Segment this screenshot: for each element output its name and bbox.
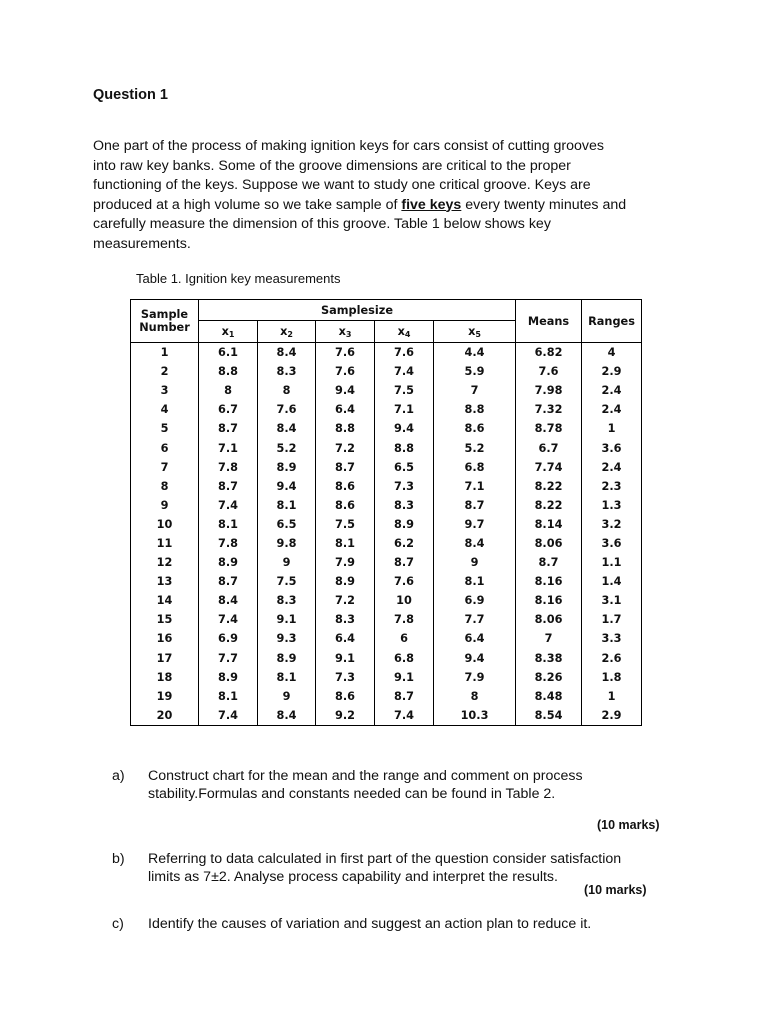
cell-x1: 8.4 — [199, 591, 258, 610]
question-line: limits as 7±2. Analyse process capability and interpret the results. — [148, 869, 558, 885]
cell-range: 2.4 — [582, 400, 642, 419]
cell-x5: 9.4 — [464, 651, 485, 665]
question-line: Referring to data calculated in first part of the question consider satisfaction — [148, 851, 622, 867]
cell-x5: 8.4 — [464, 536, 485, 550]
cell-range: 1.3 — [582, 496, 642, 515]
header-number: Number — [139, 321, 190, 334]
cell-range: 1.1 — [582, 553, 642, 572]
intro-line: into raw key banks. Some of the groove dimensions are critical to the proper — [93, 157, 571, 174]
cell-x4: 7.6 — [375, 572, 434, 591]
cell-x1: 8.8 — [199, 362, 258, 381]
cell-mean: 8.06 — [516, 610, 582, 629]
cell-x1: 8.1 — [199, 687, 258, 706]
question-line: Identify the causes of variation and suggest an action plan to reduce it. — [148, 916, 592, 932]
cell-range: 3.6 — [582, 534, 642, 553]
cell-x4: 7.3 — [375, 477, 434, 496]
cell-mean: 8.06 — [516, 534, 582, 553]
cell-sample-number: 16 — [131, 629, 199, 648]
intro-line: measurements. — [93, 235, 191, 252]
cell-mean: 8.16 — [516, 572, 582, 591]
cell-x2: 9 — [258, 553, 316, 572]
marks-label: (10 marks) — [597, 818, 660, 832]
cell-x4: 10 — [375, 591, 434, 610]
table-row — [131, 629, 642, 648]
question-line: stability.Formulas and constants needed can be found in Table 2. — [148, 786, 556, 802]
cell-x5: 8.6 — [464, 422, 485, 436]
table-caption: Table 1. Ignition key measurements — [136, 271, 341, 286]
cell-x5: 8.7 — [464, 498, 485, 512]
table-body — [131, 343, 642, 726]
table-row — [131, 610, 642, 629]
cell-x3: 7.2 — [316, 438, 375, 457]
cell-x3: 8.6 — [316, 477, 375, 496]
cell-x2: 7.6 — [258, 400, 316, 419]
header-sample: Sample — [140, 308, 189, 321]
cell-x4: 6.5 — [375, 458, 434, 477]
cell-x2: 9 — [258, 687, 316, 706]
cell-x2: 9.8 — [258, 534, 316, 553]
cell-x3: 7.2 — [316, 591, 375, 610]
cell-x4: 9.4 — [375, 419, 434, 438]
cell-mean: 8.48 — [516, 687, 582, 706]
cell-x3: 7.6 — [316, 343, 375, 363]
cell-sample-number: 17 — [131, 649, 199, 668]
cell-x5: 8 — [470, 689, 479, 703]
cell-x5: 5.9 — [464, 365, 485, 379]
cell-x2: 8.1 — [258, 496, 316, 515]
cell-x1: 7.7 — [199, 649, 258, 668]
cell-x2: 8.4 — [258, 706, 316, 726]
intro-text: produced at a high volume so we take sample of — [93, 196, 402, 213]
cell-mean: 8.7 — [516, 553, 582, 572]
table-row — [131, 687, 642, 706]
cell-x5: 7.1 — [464, 479, 485, 493]
cell-x2: 8.3 — [258, 591, 316, 610]
cell-x5: 4.4 — [464, 346, 485, 360]
cell-x3: 8.9 — [316, 572, 375, 591]
intro-line: One part of the process of making ignition keys for cars consist of cutting grooves — [93, 138, 604, 154]
table-row — [131, 534, 642, 553]
cell-x4: 8.3 — [375, 496, 434, 515]
cell-range: 3.1 — [582, 591, 642, 610]
cell-x3: 6.4 — [316, 629, 375, 648]
cell-sample-number: 14 — [131, 591, 199, 610]
cell-x2: 5.2 — [258, 438, 316, 457]
table-row — [131, 362, 642, 381]
cell-x4: 7.1 — [375, 400, 434, 419]
cell-mean: 7.74 — [516, 458, 582, 477]
cell-x2: 8.9 — [258, 458, 316, 477]
question-text — [148, 850, 688, 886]
cell-x1: 8.9 — [199, 668, 258, 687]
cell-x5: 6.4 — [464, 632, 485, 646]
cell-x1: 8.7 — [199, 477, 258, 496]
cell-range: 2.9 — [582, 362, 642, 381]
cell-range: 3.2 — [582, 515, 642, 534]
cell-x5: 8.1 — [464, 575, 485, 589]
cell-sample-number: 18 — [131, 668, 199, 687]
table-row — [131, 591, 642, 610]
measurements-table — [130, 299, 642, 726]
cell-x3: 8.8 — [316, 419, 375, 438]
table-row — [131, 400, 642, 419]
table-row — [131, 343, 642, 363]
header-means: Means — [516, 300, 582, 343]
header-sample-number — [131, 300, 199, 343]
cell-mean: 7.32 — [516, 400, 582, 419]
cell-x4: 6.2 — [375, 534, 434, 553]
cell-x3: 7.3 — [316, 668, 375, 687]
cell-x4: 8.9 — [375, 515, 434, 534]
question-text — [148, 767, 688, 803]
cell-x2: 8.3 — [258, 362, 316, 381]
table-row — [131, 553, 642, 572]
cell-mean: 6.82 — [516, 343, 582, 363]
cell-x5: 7.9 — [464, 670, 485, 684]
header-x4: $x_4$ — [375, 321, 434, 343]
cell-x2: 8.4 — [258, 343, 316, 363]
header-samplesize: Samplesize — [199, 300, 516, 321]
cell-range: 3.6 — [582, 438, 642, 457]
cell-x2: 6.5 — [258, 515, 316, 534]
cell-mean: 8.54 — [516, 706, 582, 726]
cell-sample-number: 9 — [131, 496, 199, 515]
cell-mean: 8.22 — [516, 496, 582, 515]
cell-range: 2.6 — [582, 649, 642, 668]
intro-line: carefully measure the dimension of this groove. Table 1 below shows key — [93, 216, 551, 232]
cell-x1: 8.9 — [199, 553, 258, 572]
cell-x5: 7.7 — [464, 613, 485, 627]
cell-x2: 9.3 — [258, 629, 316, 648]
cell-x5: 6.9 — [464, 594, 485, 608]
cell-range: 2.4 — [582, 458, 642, 477]
cell-x4: 6 — [375, 629, 434, 648]
header-ranges: Ranges — [582, 300, 642, 343]
table-row — [131, 706, 642, 726]
cell-x5: 5.2 — [464, 441, 485, 455]
cell-sample-number: 13 — [131, 572, 199, 591]
cell-x1: 8.1 — [199, 515, 258, 534]
cell-x1: 6.7 — [199, 400, 258, 419]
cell-x1: 6.9 — [199, 629, 258, 648]
cell-x4: 6.8 — [375, 649, 434, 668]
cell-range: 2.9 — [582, 706, 642, 726]
cell-x2: 8.1 — [258, 668, 316, 687]
cell-x5: 6.8 — [464, 460, 485, 474]
table-row — [131, 515, 642, 534]
table-row — [131, 668, 642, 687]
cell-x4: 7.5 — [375, 381, 434, 400]
cell-mean: 7 — [516, 629, 582, 648]
cell-x3: 8.6 — [316, 687, 375, 706]
cell-x3: 7.9 — [316, 553, 375, 572]
cell-x2: 8.4 — [258, 419, 316, 438]
cell-x2: 8 — [258, 381, 316, 400]
cell-range: 1 — [582, 419, 642, 438]
cell-x3: 9.4 — [316, 381, 375, 400]
cell-x5: 9 — [470, 556, 479, 570]
cell-x3: 8.6 — [316, 496, 375, 515]
cell-range: 4 — [582, 343, 642, 363]
cell-range: 1.7 — [582, 610, 642, 629]
cell-x1: 6.1 — [199, 343, 258, 363]
cell-x4: 9.1 — [375, 668, 434, 687]
cell-x5: 7 — [470, 384, 479, 398]
table-row — [131, 572, 642, 591]
cell-x3: 7.5 — [316, 515, 375, 534]
cell-x1: 7.4 — [199, 706, 258, 726]
cell-sample-number: 6 — [131, 438, 199, 457]
cell-mean: 6.7 — [516, 438, 582, 457]
cell-x4: 8.8 — [375, 438, 434, 457]
cell-sample-number: 20 — [131, 706, 199, 726]
cell-x2: 7.5 — [258, 572, 316, 591]
cell-x3: 8.7 — [316, 458, 375, 477]
header-x5: $x_5$ — [434, 321, 516, 343]
cell-mean: 8.14 — [516, 515, 582, 534]
cell-range: 2.4 — [582, 381, 642, 400]
cell-sample-number: 11 — [131, 534, 199, 553]
cell-sample-number: 4 — [131, 400, 199, 419]
table-row — [131, 438, 642, 457]
question-letter: b) — [112, 851, 125, 867]
cell-range: 1.8 — [582, 668, 642, 687]
cell-sample-number: 10 — [131, 515, 199, 534]
cell-x3: 6.4 — [316, 400, 375, 419]
cell-mean: 8.16 — [516, 591, 582, 610]
marks-label: (10 marks) — [584, 883, 647, 897]
question-b — [0, 850, 768, 890]
intro-paragraph — [93, 137, 693, 254]
cell-x2: 9.1 — [258, 610, 316, 629]
cell-x1: 8 — [199, 381, 258, 400]
question-line: Construct chart for the mean and the range and comment on process — [148, 768, 583, 784]
question-letter: c) — [112, 916, 124, 932]
table-row — [131, 649, 642, 668]
cell-sample-number: 12 — [131, 553, 199, 572]
cell-x1: 7.8 — [199, 534, 258, 553]
cell-x1: 7.8 — [199, 458, 258, 477]
cell-range: 3.3 — [582, 629, 642, 648]
question-a — [0, 767, 768, 807]
table-row — [131, 477, 642, 496]
cell-sample-number: 15 — [131, 610, 199, 629]
cell-x1: 8.7 — [199, 572, 258, 591]
cell-x3: 7.6 — [316, 362, 375, 381]
header-x3: $x_3$ — [316, 321, 375, 343]
cell-x4: 7.6 — [375, 343, 434, 363]
cell-x1: 7.1 — [199, 438, 258, 457]
table-row — [131, 496, 642, 515]
cell-mean: 8.78 — [516, 419, 582, 438]
cell-mean: 7.6 — [516, 362, 582, 381]
cell-x2: 9.4 — [258, 477, 316, 496]
cell-x4: 8.7 — [375, 553, 434, 572]
cell-x2: 8.9 — [258, 649, 316, 668]
cell-x4: 8.7 — [375, 687, 434, 706]
cell-sample-number: 3 — [131, 381, 199, 400]
cell-range: 2.3 — [582, 477, 642, 496]
intro-line: functioning of the keys. Suppose we want to study one critical groove. Keys are — [93, 177, 591, 193]
cell-sample-number: 8 — [131, 477, 199, 496]
cell-sample-number: 1 — [131, 343, 199, 363]
emphasis-five-keys: five keys — [401, 196, 462, 213]
cell-mean: 8.38 — [516, 649, 582, 668]
cell-x3: 8.3 — [316, 610, 375, 629]
table-row — [131, 458, 642, 477]
header-x2: $x_2$ — [258, 321, 316, 343]
cell-sample-number: 19 — [131, 687, 199, 706]
cell-x5: 8.8 — [464, 403, 485, 417]
cell-sample-number: 5 — [131, 419, 199, 438]
cell-x4: 7.4 — [375, 362, 434, 381]
cell-sample-number: 2 — [131, 362, 199, 381]
intro-text: every twenty minutes and — [461, 196, 627, 213]
intro-line-4 — [93, 196, 693, 216]
question-letter: a) — [112, 768, 125, 784]
cell-mean: 8.26 — [516, 668, 582, 687]
cell-x5: 10.3 — [434, 706, 516, 726]
question-text — [148, 915, 688, 933]
cell-sample-number: 7 — [131, 458, 199, 477]
header-x1: $x_1$ — [199, 321, 258, 343]
cell-x4: 7.4 — [375, 706, 434, 726]
cell-mean: 8.22 — [516, 477, 582, 496]
cell-mean: 7.98 — [516, 381, 582, 400]
table-row — [131, 419, 642, 438]
cell-range: 1.4 — [582, 572, 642, 591]
cell-x1: 8.7 — [199, 419, 258, 438]
cell-x3: 9.2 — [316, 706, 375, 726]
cell-x1: 7.4 — [199, 496, 258, 515]
table-row — [131, 381, 642, 400]
question-c — [0, 915, 768, 937]
cell-range: 1 — [582, 687, 642, 706]
cell-x3: 8.1 — [316, 534, 375, 553]
question-title: Question 1 — [93, 87, 168, 103]
cell-x3: 9.1 — [316, 649, 375, 668]
cell-x4: 7.8 — [375, 610, 434, 629]
cell-x5: 9.7 — [464, 517, 485, 531]
cell-x1: 7.4 — [199, 610, 258, 629]
